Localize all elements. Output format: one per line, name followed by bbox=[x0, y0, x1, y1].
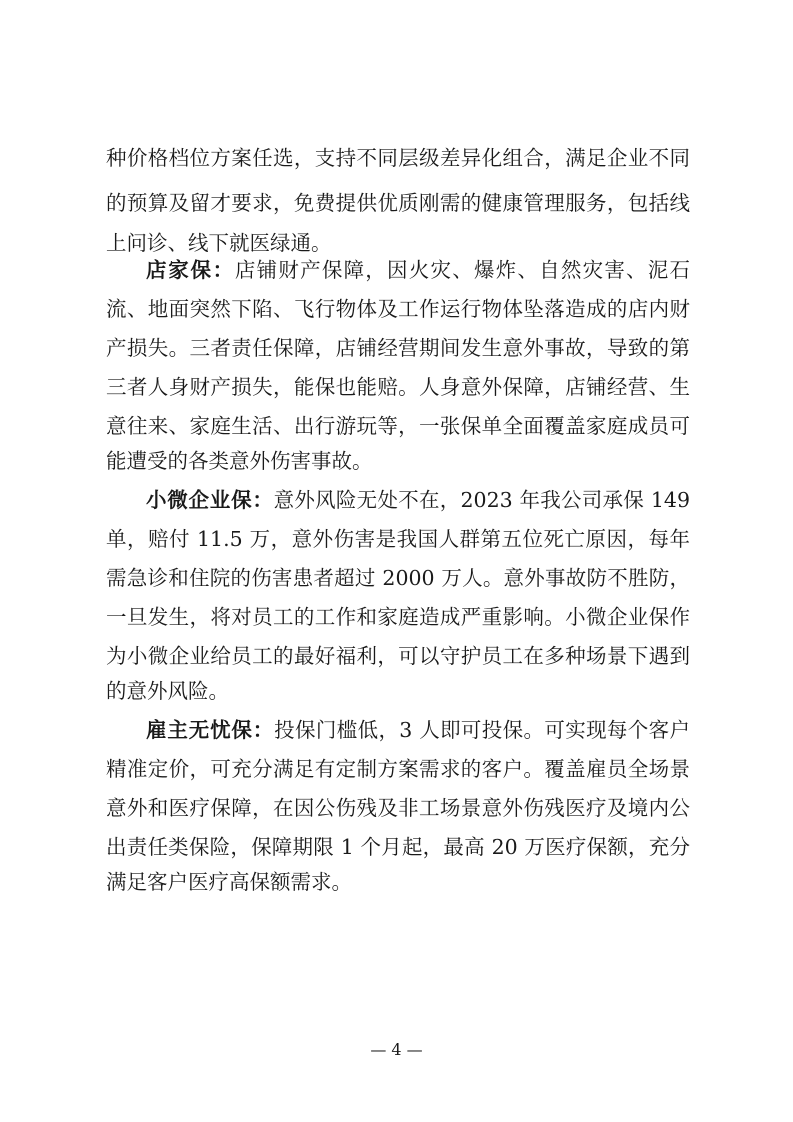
xiaowei-line-6: 的意外风险。 bbox=[106, 679, 229, 703]
guzhu-line-3: 意外和医疗保障，在因公伤残及非工场景意外伤残医疗及境内公 bbox=[106, 796, 690, 820]
dianjia-line-3: 产损失。三者责任保障，店铺经营期间发生意外事故，导致的第 bbox=[106, 336, 690, 360]
intro-line-2: 的预算及留才要求，免费提供优质刚需的健康管理服务，包括线 bbox=[106, 191, 690, 215]
intro-line-3: 上问诊、线下就医绿通。 bbox=[106, 231, 332, 255]
guzhu-first-line-text: 投保门槛低，3 人即可投保。可实现每个客户 bbox=[274, 718, 691, 742]
dianjia-heading: 店家保： bbox=[146, 258, 235, 282]
xiaowei-line-4: 一旦发生，将对员工的工作和家庭造成严重影响。小微企业保作 bbox=[106, 605, 690, 629]
guzhu-first-line bbox=[146, 712, 690, 748]
page-number: — 4 — bbox=[370, 1040, 423, 1059]
dianjia-line-4: 三者人身财产损失，能保也能赔。人身意外保障，店铺经营、生 bbox=[106, 375, 690, 399]
dianjia-first-line-text: 店铺财产保障，因火灾、爆炸、自然灾害、泥石 bbox=[234, 258, 691, 282]
dianjia-line-2: 流、地面突然下陷、飞行物体及工作运行物体坠落造成的店内财 bbox=[106, 297, 690, 321]
xiaowei-first-line bbox=[146, 482, 690, 518]
dianjia-line-6: 能遭受的各类意外伤害事故。 bbox=[106, 449, 373, 473]
xiaowei-heading: 小微企业保： bbox=[146, 488, 274, 512]
xiaowei-line-2: 单，赔付 11.5 万，意外伤害是我国人群第五位死亡原因，每年 bbox=[106, 527, 690, 551]
dianjia-first-line bbox=[146, 252, 690, 288]
guzhu-heading: 雇主无忧保： bbox=[146, 718, 275, 742]
xiaowei-line-3: 需急诊和住院的伤害患者超过 2000 万人。意外事故防不胜防， bbox=[106, 566, 690, 590]
intro-line-1: 种价格档位方案任选，支持不同层级差异化组合，满足企业不同 bbox=[106, 146, 690, 170]
xiaowei-line-5: 为小微企业给员工的最好福利，可以守护员工在多种场景下遇到 bbox=[106, 644, 690, 668]
xiaowei-first-line-text: 意外风险无处不在，2023 年我公司承保 149 bbox=[273, 488, 690, 512]
guzhu-line-4: 出责任类保险，保障期限 1 个月起，最高 20 万医疗保额，充分 bbox=[106, 835, 690, 859]
guzhu-line-2: 精准定价，可充分满足有定制方案需求的客户。覆盖雇员全场景 bbox=[106, 757, 690, 781]
guzhu-line-5: 满足客户医疗高保额需求。 bbox=[106, 870, 352, 894]
dianjia-line-5: 意往来、家庭生活、出行游玩等，一张保单全面覆盖家庭成员可 bbox=[106, 414, 690, 438]
